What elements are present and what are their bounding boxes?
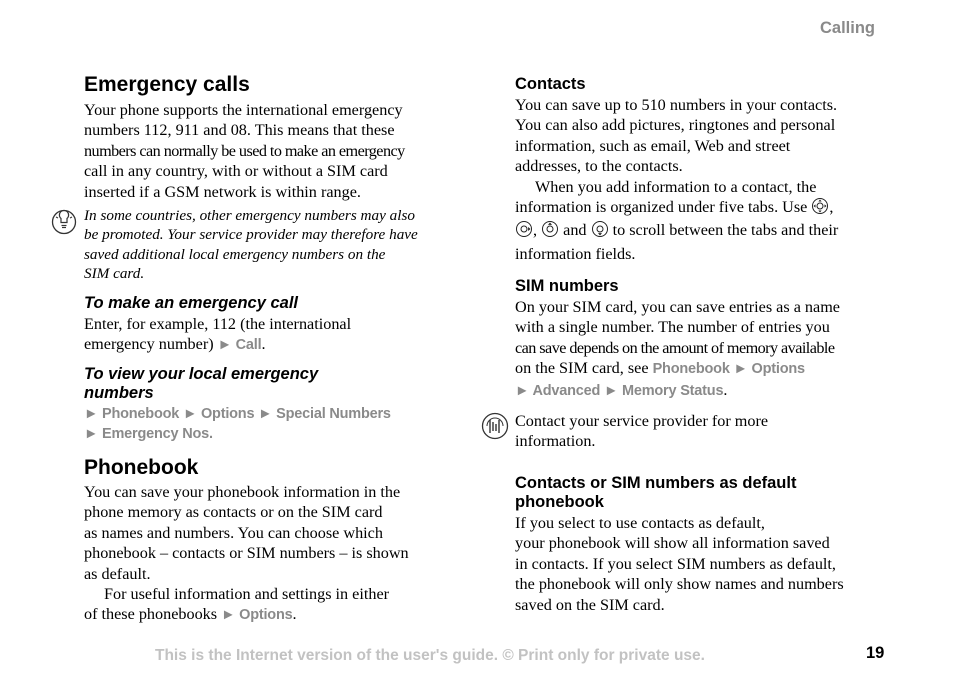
phonebook-heading: Phonebook bbox=[84, 456, 199, 479]
text-line: When you add information to a contact, the bbox=[535, 177, 817, 196]
text-line: information. bbox=[515, 432, 596, 451]
text-line: call in any country, with or without a SIM card bbox=[84, 162, 388, 181]
text-line: SIM card. bbox=[84, 264, 145, 282]
sim-paragraph: On your SIM card, you can save entries as a name with a single number. The number of entries you can save depends on the amount of memory available on the SIM card, see Phonebook ► Options ► Advanced ► Memory Status. bbox=[515, 297, 905, 401]
menu-item: Options bbox=[200, 406, 255, 422]
text-line: as names and numbers. You can choose which bbox=[84, 523, 383, 542]
text-line: addresses, to the contacts. bbox=[515, 157, 683, 176]
text-line: phone memory as contacts or on the SIM card bbox=[84, 503, 383, 522]
heading-line: numbers bbox=[84, 384, 154, 402]
contacts-heading: Contacts bbox=[515, 75, 586, 93]
menu-path-call: ► Call bbox=[217, 337, 262, 354]
text-line: inserted if a GSM network is within range. bbox=[84, 182, 361, 201]
emergency-calls-heading: Emergency calls bbox=[84, 73, 250, 96]
tip-note bbox=[84, 206, 464, 283]
navigation-key-down-icon bbox=[591, 220, 609, 243]
default-paragraph bbox=[515, 513, 905, 615]
text-line: In some countries, other emergency numbers may also bbox=[84, 207, 415, 224]
text-line: saved additional local emergency numbers on the bbox=[84, 245, 386, 263]
phonebook-paragraph: You can save your phonebook information in the phone memory as contacts or on the SIM card as names and numbers. You can choose which phonebook – contacts or SIM numbers – is shown as default. For useful information and settings in either of these phonebooks ► Options. bbox=[84, 482, 464, 626]
menu-path-emergency-nos: ► Phonebook ► Options ► Special Numbers ► Emergency Nos. bbox=[84, 406, 391, 443]
menu-item: Advanced bbox=[532, 382, 601, 399]
text-line: You can save up to 510 numbers in your contacts. bbox=[515, 96, 838, 114]
view-emergency-heading bbox=[84, 365, 464, 403]
text-line: phonebook – contacts or SIM numbers – is shown bbox=[84, 544, 409, 563]
default-phonebook-heading bbox=[515, 474, 915, 512]
text-line: On your SIM card, you can save entries as a name bbox=[515, 298, 840, 316]
text-line: numbers 112, 911 and 08. This means that these bbox=[84, 121, 395, 140]
text-line: numbers can normally be used to make an emergency bbox=[84, 141, 405, 160]
text-line: Enter, for example, 112 (the international bbox=[84, 315, 352, 333]
text-fragment: information is organized under five tabs. Use bbox=[515, 198, 808, 217]
menu-item: Options bbox=[751, 361, 805, 378]
make-call-heading: To make an emergency call bbox=[84, 294, 298, 312]
text-line: For useful information and settings in either bbox=[104, 585, 390, 604]
menu-item: Phonebook bbox=[101, 406, 180, 422]
text-line: can save depends on the amount of memory available bbox=[515, 338, 835, 357]
text-line: Your phone supports the international emergency bbox=[84, 101, 403, 119]
heading-line: phonebook bbox=[515, 493, 604, 511]
text-line: You can save your phonebook information in the bbox=[84, 483, 401, 501]
operator-service-icon bbox=[481, 412, 509, 445]
text-line: information fields. bbox=[515, 244, 636, 263]
page-number: 19 bbox=[866, 644, 885, 662]
menu-item: Call bbox=[235, 337, 262, 354]
text-line: saved on the SIM card. bbox=[515, 595, 665, 614]
navigation-key-up-icon bbox=[541, 220, 559, 243]
navigation-key-icon bbox=[811, 197, 829, 220]
lightbulb-tip-icon bbox=[51, 209, 77, 240]
provider-note bbox=[515, 411, 905, 452]
menu-item: Emergency Nos. bbox=[101, 426, 213, 443]
text-line: Contact your service provider for more bbox=[515, 412, 769, 430]
menu-item: Options bbox=[239, 607, 293, 624]
text-fragment: and bbox=[563, 221, 587, 240]
emergency-paragraph bbox=[84, 100, 464, 202]
menu-path-phonebook-options: Phonebook ► Options bbox=[652, 361, 805, 378]
sim-numbers-heading: SIM numbers bbox=[515, 277, 619, 295]
text-line: If you select to use contacts as default, bbox=[515, 514, 765, 532]
navigation-key-right-icon bbox=[515, 220, 533, 243]
contacts-paragraph: You can save up to 510 numbers in your contacts. You can also add pictures, ringtones and personal information, such as email, Web and street addresses, to the contacts. When you add information to a contact, the information is organized under five tabs. Use , , and to scroll between the tabs and their information fields. bbox=[515, 95, 905, 264]
text-fragment: emergency number) bbox=[84, 335, 214, 354]
menu-item: Special Numbers bbox=[276, 406, 391, 422]
text-line: as default. bbox=[84, 564, 151, 583]
text-line: the phonebook will only show names and numbers bbox=[515, 575, 844, 594]
text-line: with a single number. The number of entries you bbox=[515, 318, 830, 337]
heading-line: Contacts or SIM numbers as default bbox=[515, 474, 797, 492]
text-fragment: of these phonebooks bbox=[84, 605, 218, 624]
menu-item: Phonebook bbox=[652, 361, 730, 378]
footer-notice: This is the Internet version of the user's guide. © Print only for private use. bbox=[155, 647, 705, 664]
heading-line: To view your local emergency bbox=[84, 365, 319, 383]
text-line: in contacts. If you select SIM numbers as default, bbox=[515, 554, 836, 573]
text-line: information, such as email, Web and street bbox=[515, 136, 791, 155]
menu-item: Memory Status bbox=[621, 382, 724, 399]
section-header: Calling bbox=[820, 19, 876, 37]
text-line: your phonebook will show all information saved bbox=[515, 534, 830, 553]
text-fragment: on the SIM card, see bbox=[515, 359, 649, 378]
text-fragment: to scroll between the tabs and their bbox=[612, 221, 839, 240]
make-call-paragraph: Enter, for example, 112 (the international emergency number) ► Call. bbox=[84, 314, 464, 356]
menu-path-memory-status: ► Advanced ► Memory Status bbox=[515, 382, 724, 399]
menu-path-options: ► Options bbox=[221, 607, 293, 624]
text-line: be promoted. Your service provider may therefore have bbox=[84, 226, 418, 244]
text-line: You can also add pictures, ringtones and personal bbox=[515, 116, 836, 135]
